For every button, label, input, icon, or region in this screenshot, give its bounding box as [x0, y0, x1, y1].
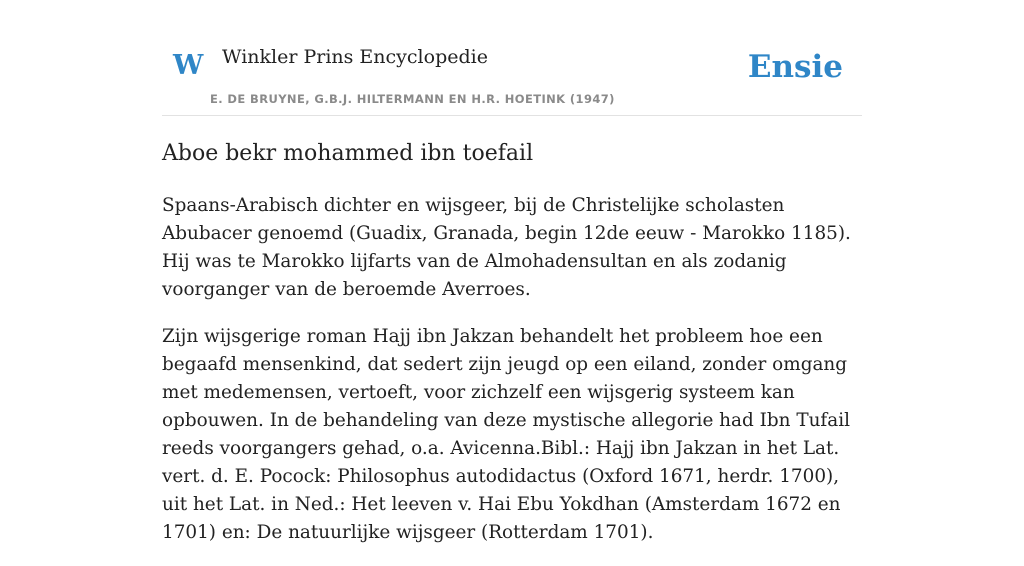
authors-line: E. DE BRUYNE, G.B.J. HILTERMANN EN H.R. HOETINK (1947) [210, 92, 615, 106]
article-title: Aboe bekr mohammed ibn toefail [162, 141, 534, 166]
site-header [162, 0, 862, 116]
winkler-prins-logo[interactable]: W [173, 50, 204, 81]
article-body [162, 192, 862, 566]
page-container [162, 0, 862, 543]
article-paragraph: Zijn wijsgerige roman Hajj ibn Jakzan behandelt het probleem hoe een begaafd mensenkind, dat sedert zijn jeugd op een eiland, zonder omgang met medemensen, vertoeft, voor zichzelf een wijsgerig systeem kan opbouwen. In de behandeling van deze mystische allegorie had Ibn Tufail reeds voorgangers gehad, o.a. Avicenna.Bibl.: Hajj ibn Jakzan in het Lat. vert. d. E. Pocock: Philosophus autodidactus (Oxford 1671, herdr. 1700), uit het Lat. in Ned.: Het leeven v. Hai Ebu Yokdhan (Amsterdam 1672 en 1701) en: De natuurlijke wijsgeer (Rotterdam 1701). [162, 326, 850, 543]
article-paragraph: Spaans-Arabisch dichter en wijsgeer, bij de Christelijke scholasten Abubacer genoemd (Guadix, Granada, begin 12de eeuw - Marokko 1185). Hij was te Marokko lijfarts van de Almohadensultan en als zodanig voorganger van de beroemde Averroes. [162, 195, 851, 300]
site-title[interactable]: Winkler Prins Encyclopedie [222, 46, 488, 68]
ensie-logo[interactable]: Ensie [747, 49, 843, 85]
